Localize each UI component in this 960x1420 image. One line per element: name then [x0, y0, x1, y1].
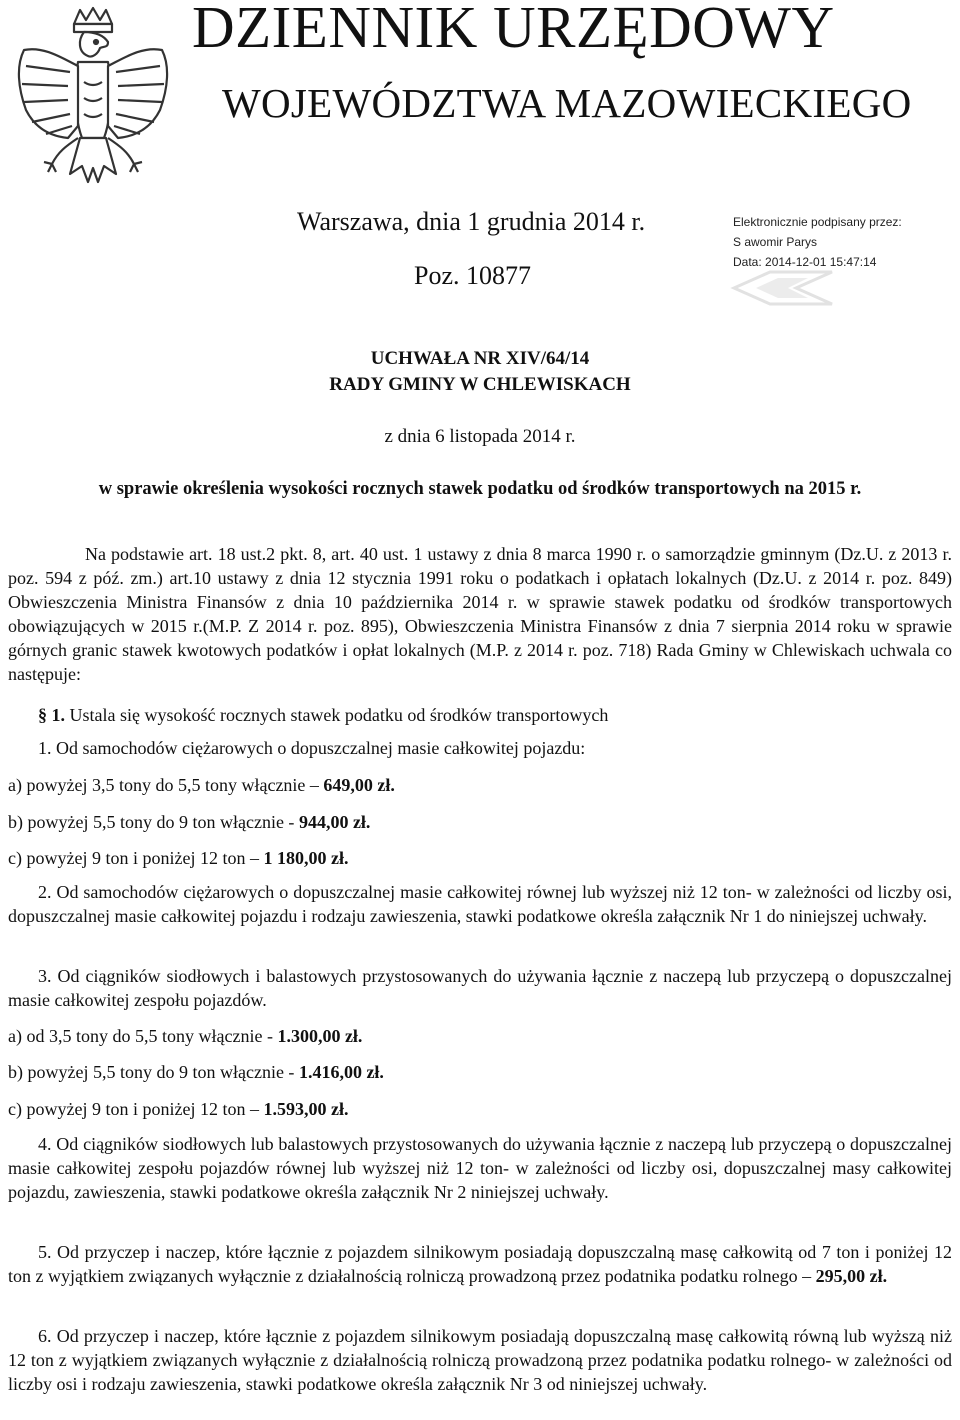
point-4: 4. Od ciągników siodłowych lub balastowych przystosowanych do używania łącznie z naczepą lub przyczepą o dopuszczalnej masie całkowitej zespołu pojazdów równej lub wyższej niż 12 ton- w zależności od liczby osi, dopuszczalnej masy całkowitej pojazdu, zawieszenia, stawki podatkowe określa załącznik Nr 2 niniejszej uchwały.	[8, 1134, 952, 1202]
publication-date: Warszawa, dnia 1 grudnia 2014 r.	[297, 207, 646, 236]
gazette-title: DZIENNIK URZĘDOWY	[192, 0, 835, 60]
paragraph-number: § 1.	[38, 705, 65, 725]
point-3a	[8, 1024, 952, 1048]
point-1b-text: b) powyżej 5,5 tony do 9 ton włącznie -	[8, 812, 299, 832]
signature-logo-icon	[730, 268, 836, 308]
point-2: 2. Od samochodów ciężarowych o dopuszczalnej masie całkowitej równej lub wyższej niż 12 ton- w zależności od liczby osi, dopuszczalnej masie całkowitej pojazdu i rodzaju zawieszenia, stawki podatkowe określa załącznik Nr 1 do niniejszej uchwały.	[8, 882, 952, 926]
paragraph-1	[8, 703, 960, 727]
point-1c	[8, 846, 952, 870]
preamble: Na podstawie art. 18 ust.2 pkt. 8, art. 40 ust. 1 ustawy z dnia 8 marca 1990 r. o samorządzie gminnym (Dz.U. z 2013 r. poz. 594 z póź. zm.) art.10 ustawy z dnia 12 stycznia 1991 roku o podatkach i opłatach lokalnych (Dz.U. z 2014 r. poz. 849) Obwieszczenia Ministra Finansów z dnia 10 października 2014 r. w sprawie stawek podatku od środków transportowych obowiązujących w 2015 r.(M.P. Z 2014 r. poz. 895), Obwieszczenia Ministra Finansów z dnia 7 sierpnia 2014 roku w sprawie górnych granic stawek kwotowych podatków i opłat lokalnych (M.P. z 2014 r. poz. 718) Rada Gminy w Chlewiskach uchwala co następuje:	[8, 544, 952, 684]
point-3c-amount: 1.593,00 zł.	[263, 1099, 349, 1119]
point-1a-amount: 649,00 zł.	[323, 775, 395, 795]
resolution-date: z dnia 6 listopada 2014 r.	[384, 426, 576, 447]
point-3b-amount: 1.416,00 zł.	[298, 1062, 384, 1082]
point-1b	[8, 810, 952, 834]
point-3c	[8, 1097, 952, 1121]
point-3a-text: a) od 3,5 tony do 5,5 tony włącznie -	[8, 1026, 278, 1046]
point-3b	[8, 1060, 952, 1084]
point-1: 1. Od samochodów ciężarowych o dopuszczalnej masie całkowitej pojazdu:	[38, 738, 586, 758]
signature-label: Elektronicznie podpisany przez:	[733, 215, 902, 229]
point-1a	[8, 773, 952, 797]
point-3: 3. Od ciągników siodłowych i balastowych przystosowanych do używania łącznie z naczepą lub przyczepą o dopuszczalnej masie całkowitej zespołu pojazdów.	[8, 966, 952, 1010]
point-3a-amount: 1.300,00 zł.	[277, 1026, 363, 1046]
point-5-text: 5. Od przyczep i naczep, które łącznie z pojazdem silnikowym posiadają dopuszczalną masę całkowitą od 7 ton i poniżej 12 ton z wyjątkiem związanych wyłącznie z działalnością rolniczą prowadzoną przez podatnika podatku rolnego –	[8, 1242, 952, 1286]
point-1b-amount: 944,00 zł.	[298, 812, 371, 832]
point-6: 6. Od przyczep i naczep, które łącznie z pojazdem silnikowym posiadają dopuszczalną masę całkowitą równą lub wyższą niż 12 ton z wyjątkiem związanych wyłącznie z działalnością rolniczą prowadzoną przez podatnika podatku rolnego- w zależności od liczby osi i rodzaju zawieszenia, stawki podatkowe określa załącznik Nr 3 od niniejszej uchwały.	[8, 1326, 952, 1394]
point-1c-text: c) powyżej 9 ton i poniżej 12 ton –	[8, 848, 264, 868]
council-name: RADY GMINY W CHLEWISKACH	[329, 374, 631, 395]
resolution-number: UCHWAŁA NR XIV/64/14	[370, 348, 590, 369]
resolution-subject: w sprawie określenia wysokości rocznych stawek podatku od środków transportowych na 2015 r.	[98, 479, 862, 499]
point-5-amount: 295,00 zł.	[815, 1266, 888, 1286]
electronic-signature	[733, 212, 902, 272]
signature-date: Data: 2014-12-01 15:47:14	[733, 255, 877, 269]
point-1a-text: a) powyżej 3,5 tony do 5,5 tony włącznie –	[8, 775, 324, 795]
point-5	[8, 1240, 952, 1288]
white-eagle-emblem-icon	[8, 6, 178, 204]
paragraph-1-text: Ustala się wysokość rocznych stawek podatku od środków transportowych	[69, 705, 609, 725]
point-3b-text: b) powyżej 5,5 tony do 9 ton włącznie -	[8, 1062, 299, 1082]
gazette-subtitle: WOJEWÓDZTWA MAZOWIECKIEGO	[222, 80, 912, 126]
point-1c-amount: 1 180,00 zł.	[263, 848, 349, 868]
point-3c-text: c) powyżej 9 ton i poniżej 12 ton –	[8, 1099, 264, 1119]
position-number: Poz. 10877	[414, 261, 531, 290]
signature-signer: S awomir Parys	[733, 235, 818, 249]
